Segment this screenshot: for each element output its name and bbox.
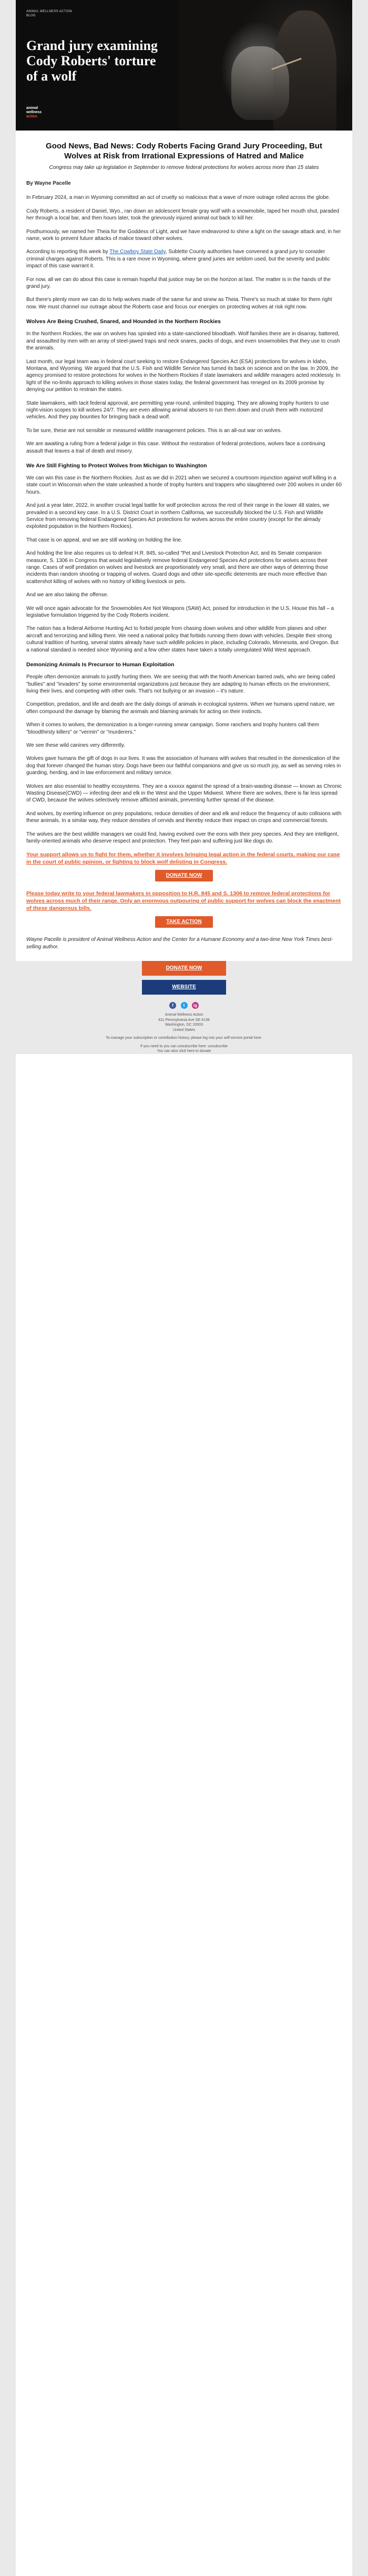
paragraph: We can win this case in the Northern Rockies. Just as we did in 2021 when we secured a courtroom injunction against wolf killing in a state court in Wisconsin when the state unleashed a horde of trophy hunters and trappers who slaughtered over 200 wolves in under 60 hours. [26, 475, 342, 495]
hero-section-label: BLOG [26, 14, 36, 17]
paragraph: We see these wild canines very differently. [26, 742, 125, 748]
paragraph-text: , Sublette County authorities have convened a grand jury to consider criminal charges against Roberts. This is a rare move in Wyoming, where grand juries are seldom used, but the severity and public impact of this case warrant it. [26, 249, 330, 269]
paragraph: Wolves gave humans the gift of dogs in our lives. It was the association of humans with wolves that resulted in the domestication of the dog that forever changed the human story. Dogs have been our faithful companions and give us so much joy, as well as serving roles in guarding, herding, and in law enforcement and military service. [26, 756, 341, 776]
manage-subscription-link[interactable]: To manage your subscription or contribution history, please log into your self-service portal here. [106, 1036, 262, 1040]
hero-photo-wolf [231, 46, 289, 120]
social-links [16, 1000, 352, 1009]
donate-now-button[interactable]: DONATE NOW [155, 870, 213, 881]
hero-banner [16, 0, 352, 131]
paragraph: To be sure, these are not sensible or measured wildlife management policies. This is an all-out war on wolves. [26, 427, 282, 434]
paragraph: The wolves are the best wildlife managers we could find, having evolved over the eons with their prey species. And they are intelligent, family-oriented animals who deserve respect and protection. They feel pain and suffering just like dogs do. [26, 831, 339, 844]
instagram-icon[interactable]: ig [192, 1002, 199, 1009]
footer-org-name: Animal Wellness Action [165, 1013, 203, 1017]
footer-address-line-2: Washington, DC 20003 [165, 1023, 203, 1027]
paragraph: People often demonize animals to justify hurting them. We are seeing that with the North American barred owls, who are being called "bullies" and "invaders" by some environmental organizations just because they are adapting to human effects on the environment, living their lives, and competing with other owls. That's not bullying or an invasion – it's nature. [26, 674, 335, 694]
section-heading: Demonizing Animals Is Precursor to Human Exploitation [26, 661, 175, 668]
brand-line-1: animal [26, 106, 38, 110]
section-heading: Wolves Are Being Crushed, Snared, and Hounded in the Northern Rockies [26, 318, 221, 325]
footer-address-line-1: 611 Pennsylvania Ave SE #138 [158, 1018, 210, 1022]
author-signature: Wayne Pacelle is president of Animal Wellness Action and the Center for a Humane Economy and a two-time New York Times best-selling author. [26, 937, 333, 950]
brand-line-2: wellness [26, 111, 42, 114]
paragraph-text: According to reporting this week by [26, 249, 110, 255]
brand-logo [26, 106, 42, 119]
paragraph: Wolves are also essential to healthy ecosystems. They are a xxxxxx against the spread of a brain-wasting disease — known as Chronic Wasting Disease(CWD) — infecting deer and elk in the West and the Upper Midwest. Where there are wolves, there is far less spread of CWD, because the wolves selectively remove afflicted animals, preventing further spread of the disease. [26, 783, 342, 804]
paragraph: In February 2024, a man in Wyoming committed an act of cruelty so malicious that a wave of more outrage rolled across the globe. [26, 195, 330, 201]
article-subheadline: Congress may take up legislation in September to remove federal protections for wolves across more than 15 states [49, 165, 319, 171]
paragraph: Cody Roberts, a resident of Daniel, Wyo., ran down an adolescent female gray wolf with a snowmobile, taped her mouth shut, paraded her through a local bar, and then hours later, took the grievously injured animal out back to kill her. [26, 208, 340, 222]
paragraph: The nation has a federal Airborne Hunting Act to forbid people from chasing down wolves and other wildlife from planes and other aircraft and terrorizing and killing them. We need a national policy that forbids running them down with vehicles. Despite their strong cultural tradition of hunting, several states already have such wildlife policies in place, including Colorado, Minnesota, and Oregon. But a national standard is needed since Wyoming and a few other states have taken a totally unregulated Wild West approach. [26, 626, 339, 653]
footer-donate-button[interactable]: DONATE NOW [142, 961, 226, 976]
hero-org-label: ANIMAL WELLNESS ACTION [26, 10, 73, 13]
footer-links [16, 1036, 352, 1054]
paragraph [26, 248, 342, 269]
paragraph: But there's plenty more we can do to help wolves made of the same fur and sinew as Theia. There's so much at stake for them right now. We must channel our outrage about the Roberts case and focus our energies on protecting wolves at risk right now. [26, 297, 332, 310]
email-container [16, 0, 352, 2576]
paragraph: When it comes to wolves, the demonization is a longer-running smear campaign. Some ranchers and trophy hunters call them "bloodthirsty killers" or "vermin" or "murderers." [26, 722, 319, 735]
footer-donate-link[interactable]: You can also click here to donate [157, 1049, 211, 1054]
paragraph: And just a year later, 2022, in another crucial legal battle for wolf protection across the rest of their range in the lower 48 states, we prevailed in a second key case. In a U.S. District Court in northern California, we successfully blocked the U.S. Fish and Wildlife Service from removing federal Endangered Species Act protections for wolves across the entire country (except for the already exploited population in the Northern Rockies). [26, 503, 330, 530]
paragraph: State lawmakers, with tacit federal approval, are permitting year-round, unlimited trapping. They are allowing trophy hunters to use night-vision scopes to kill wolves 24/7. They are even allowing animal abusers to run them down and crush them with motorized vehicles. And they pay bounties for bringing back a dead wolf. [26, 400, 329, 420]
paragraph: Posthumously, we named her Theia for the Goddess of Light, and we have endeavored to shine a light on the savage attack and, in her name, work to prevent future attacks of malice toward other wolves. [26, 228, 341, 242]
byline: By Wayne Pacelle [26, 181, 71, 186]
article-body [16, 141, 352, 950]
paragraph: We are awaiting a ruling from a federal judge in this case. Without the restoration of federal protections, wolves face a continuing assault that leaves a trail of death and misery. [26, 441, 325, 454]
footer [16, 961, 352, 1054]
footer-country: United States [172, 1028, 196, 1032]
paragraph: Last month, our legal team was in federal court seeking to restore Endangered Species Act (ESA) protections for wolves in Idaho, Montana, and Wyoming. We argued that the U.S. Fish and Wildlife Service has turned its back on science and on the law. In 2009, the agency promised to restore protections for wolves in the Northern Rockies if state lawmakers and wildlife managers acted recklessly. In light of the no-limits approach to killing wolves in those states today, the federal government has reneged on its 2009 promise by denying our petition to restrain the states. [26, 358, 341, 393]
section-heading: We Are Still Fighting to Protect Wolves from Michigan to Washington [26, 462, 207, 469]
cowboy-state-daily-link[interactable]: The Cowboy State Daily [109, 249, 166, 255]
paragraph: And wolves, by exerting influence on prey populations, reduce densities of deer and elk and reduce the frequency of auto collisions with these animals. In a similar way, they reduce densities of cervids and thereby reduce their impact on crops and commercial forests. [26, 810, 342, 824]
write-lawmakers-cta-link[interactable]: Please today write to your federal lawmakers in opposition to H.R. 845 and S. 1306 to remove federal protections for wolves across much of their range. Only an enormous outpouring of public support for wolves can block the enactment of these dangerous bills. [26, 890, 341, 912]
take-action-button[interactable]: TAKE ACTION [155, 916, 213, 928]
paragraph: Competition, predation, and life and death are the daily doings of animals in ecological systems. When we humans upend nature, we often compound the damage by blaming the animals and blaming animals for acting on their instincts. [26, 701, 335, 715]
unsubscribe-link[interactable]: If you need to you can unsubscribe here: unsubscribe [140, 1044, 228, 1048]
hero-top-label [26, 9, 72, 18]
paragraph: In the Northern Rockies, the war on wolves has spiraled into a state-sanctioned bloodbath. Wolf families there are in disarray, battered, and assaulted by men with an array of steel-jawed traps and neck snares, packs of dogs, and even snowmobiles that they use to crush the animals. [26, 331, 340, 352]
support-cta-link[interactable]: Your support allows us to fight for them, whether it involves bringing legal action in the federal courts, making our case in the court of public opinion, or fighting to block wolf delisting in Congress. [26, 851, 340, 866]
hero-title: Grand jury examining Cody Roberts' torture of a wolf [26, 38, 158, 84]
paragraph: We will once again advocate for the Snowmobiles Are Not Weapons (SAW) Act, poised for introduction in the U.S. House this fall – a legislative formulation triggered by the Cody Roberts incident. [26, 605, 334, 619]
paragraph: For now, all we can do about this case is remain hopeful that justice may be on the horizon at last. The matter is in the hands of the grand jury. [26, 276, 331, 290]
footer-website-button[interactable]: WEBSITE [142, 980, 226, 995]
footer-address [16, 1013, 352, 1033]
paragraph: And holding the line also requires us to defeat H.R. 845, so-called "Pet and Livestock Protection Act, and its Senate companion measure, S. 1306 in Congress that would legislatively remove federal Endangered Species Act protections for wolves across their range. Cases of wolf predation on wolves and livestock are proportionately very small, and there are other ways of deterring those incidents than random shooting or trapping of wolves. Guard dogs and other site-specific deterrents are much more effective than scattershot killing of wolves with no history of killing livestock or pets. [26, 550, 329, 585]
paragraph: That case is on appeal, and we are still working on holding the line. [26, 537, 182, 543]
brand-line-3: action [26, 115, 37, 118]
facebook-icon[interactable]: f [169, 1002, 176, 1009]
article-headline: Good News, Bad News: Cody Roberts Facing Grand Jury Proceeding, But Wolves at Risk from Irrational Expressions of Hatred and Malice [46, 142, 322, 161]
paragraph: And we are also taking the offense. [26, 592, 109, 598]
twitter-icon[interactable]: t [181, 1002, 188, 1009]
